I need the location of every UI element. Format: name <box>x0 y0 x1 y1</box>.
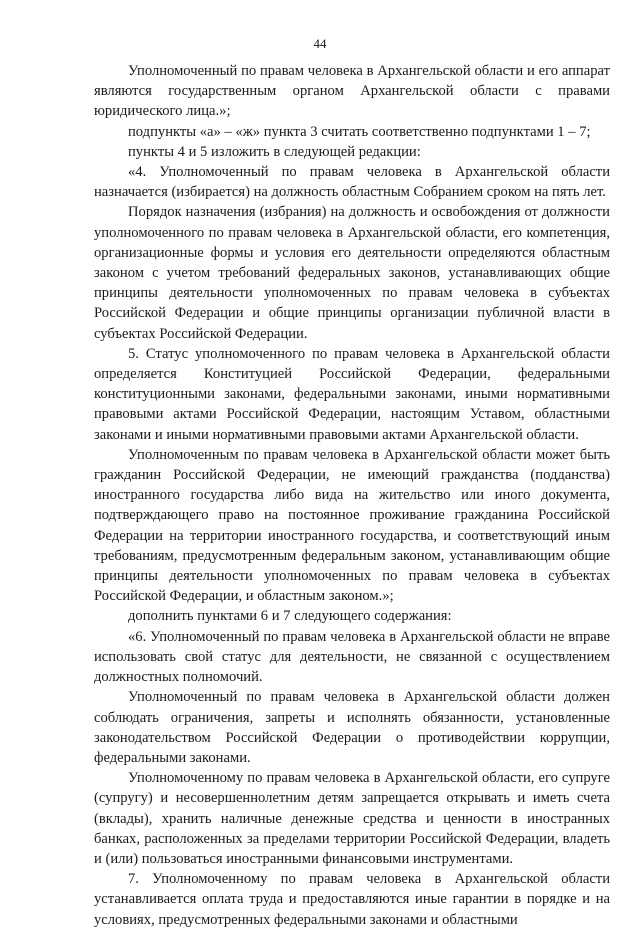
paragraph-5: Порядок назначения (избрания) на должность и освобождения от должности уполномоченного по правам человека в Архангельской области, его компетенция, организационные формы и условия его деятельности определяются областным законом с учетом требований федеральных законов, устанавливающих общие принципы деятельности уполномоченных по правам человека в субъектах Российской Федерации и общие принципы организации публичной власти в субъектах Российской Федерации. <box>94 204 610 342</box>
paragraph-3: пункты 4 и 5 изложить в следующей редакции: <box>128 143 421 160</box>
paragraph-9: «6. Уполномоченный по правам человека в Архангельской области не вправе использовать свой статус для деятельности, не связанной с осуществлением должностных полномочий. <box>94 628 610 686</box>
paragraph-8: дополнить пунктами 6 и 7 следующего содержания: <box>128 608 452 625</box>
paragraph-11: Уполномоченному по правам человека в Архангельской области, его супруге (супругу) и несовершеннолетним детям запрещается открывать и иметь счета (вклады), хранить наличные денежные средства и ценности в иностранных банках, расположенных за пределами территории Российской Федерации, владеть и (или) пользоваться иностранными финансовыми инструментами. <box>94 770 610 867</box>
paragraph-7: Уполномоченным по правам человека в Архангельской области может быть гражданин Российской Федерации, не имеющий гражданства (подданства) иностранного государства либо вида на жительство или иного документа, подтверждающего право на постоянное проживание гражданина Российской Федерации на территории иностранного государства, и соответствующий иным требованиям, предусмотренным федеральным законом, устанавливающим общие принципы деятельности уполномоченных по правам человека в субъектах Российской Федерации, и областным законом.»; <box>94 446 610 605</box>
paragraph-4: «4. Уполномоченный по правам человека в Архангельской области назначается (избирается) на должность областным Собранием сроком на пять лет. <box>94 164 610 201</box>
paragraph-10: Уполномоченный по правам человека в Архангельской области должен соблюдать ограничения, запреты и исполнять обязанности, установленные законодательством Российской Федерации о противодействии коррупции, федеральными законами. <box>94 689 610 766</box>
paragraph-2: подпункты «а» – «ж» пункта 3 считать соответственно подпунктами 1 – 7; <box>128 123 591 140</box>
document-body <box>94 61 610 930</box>
paragraph-1: Уполномоченный по правам человека в Архангельской области и его аппарат являются государственным органом Архангельской области с правами юридического лица.»; <box>94 63 610 120</box>
page-number: 44 <box>313 36 327 51</box>
paragraph-12: 7. Уполномоченному по правам человека в Архангельской области устанавливается оплата труда и предоставляются иные гарантии в порядке и на условиях, предусмотренных федеральными законами и областными <box>94 871 610 928</box>
paragraph-6: 5. Статус уполномоченного по правам человека в Архангельской области определяется Конституцией Российской Федерации, федеральными конституционными законами, федеральными законами, иными нормативными правовыми актами Российской Федерации, настоящим Уставом, областными законами и иными нормативными правовыми актами Архангельской области. <box>94 345 610 443</box>
